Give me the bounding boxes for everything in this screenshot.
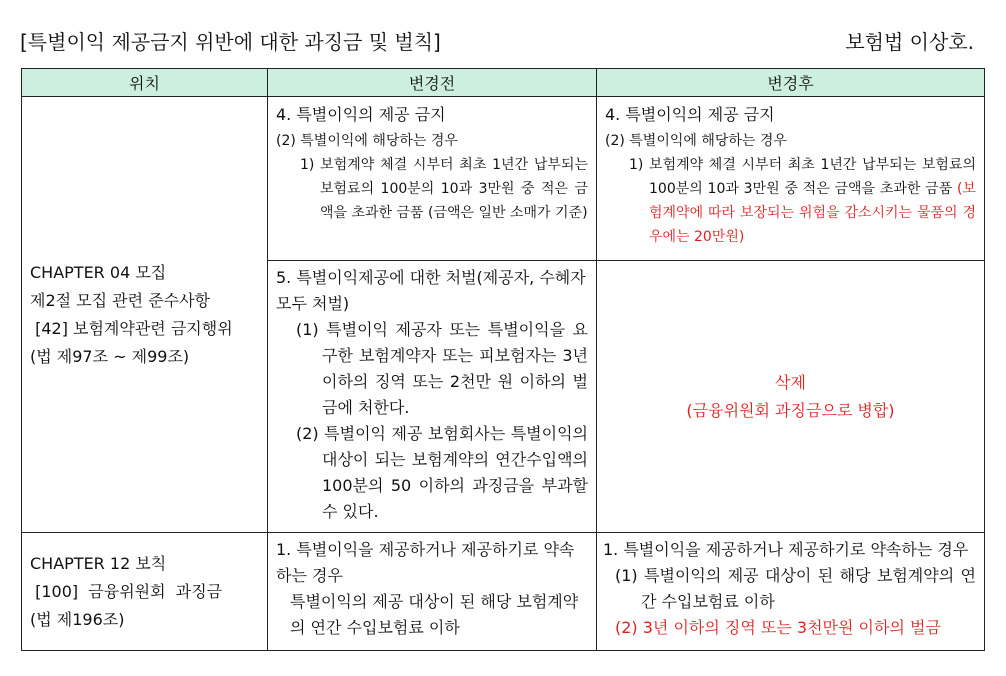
column-header-location: 위치 [22,69,268,97]
before-cell-special-benefit [268,97,597,261]
clause-text-amended: (2) 3년 이하의 징역 또는 3천만원 이하의 벌금 [615,618,941,637]
clause-text-amended: (보험계약에 따라 보장되는 위험을 감소시키는 물품의 경우에는 20만원) [649,181,976,245]
document-title: [특별이익 제공금지 위반에 대한 과징금 및 벌칙] [20,30,441,54]
author-label: 보험법 이상호. [845,30,974,54]
clause-text: (1) 특별이익 제공자 또는 특별이익을 요구한 보험계약자 또는 피보험자는 3년 이하의 징역 또는 2천만 원 이하의 벌금에 처한다. [296,320,588,417]
before-cell-penalty [268,261,597,533]
after-cell-fine [597,533,985,651]
subsection-label: (2) 특별이익에 해당하는 경우 [276,133,458,149]
comparison-table [21,68,985,651]
location-line: CHAPTER 04 모집 [30,262,167,282]
column-header-after: 변경후 [597,69,985,97]
table-row [22,533,985,651]
deleted-label: 삭제 [775,372,806,392]
section-title: 5. 특별이익제공에 대한 처벌(제공자, 수혜자 모두 처벌) [276,268,586,313]
clause-text [605,153,976,249]
clause-text: (2) 특별이익 제공 보험회사는 특별이익의 대상이 되는 보험계약의 연간수입액의 100분의 50 이하의 과징금을 부과할 수 있다. [296,424,588,521]
clause-text-black: 1) 보험계약 체결 시부터 최초 1년간 납부되는 보험료의 100분의 10과 3만원 중 적은 금액을 초과한 금품 [629,157,976,197]
location-line: [42] 보험계약관련 금지행위 [30,318,233,338]
location-line: (법 제196조) [30,609,125,629]
column-header-before: 변경전 [268,69,597,97]
clause-text: 1) 보험계약 체결 시부터 최초 1년간 납부되는 보험료의 100분의 10과 3만원 중 적은 금액을 초과한 금품 (금액은 일반 소매가 기준) [300,157,588,221]
subsection-label: (2) 특별이익에 해당하는 경우 [605,133,787,149]
before-cell-fine [268,533,597,651]
after-cell-special-benefit [597,97,985,261]
deleted-note: (금융위원회 과징금으로 병합) [686,400,895,420]
section-title: 1. 특별이익을 제공하거나 제공하기로 약속하는 경우 [276,540,575,585]
location-cell-chapter-04 [22,97,268,533]
section-title: 4. 특별이익의 제공 금지 [605,105,775,124]
section-title: 1. 특별이익을 제공하거나 제공하기로 약속하는 경우 [603,540,969,559]
location-line: [100] 금융위원회 과징금 [30,581,223,601]
table-row [22,97,985,261]
after-cell-deleted [597,261,985,533]
section-title: 4. 특별이익의 제공 금지 [276,105,446,124]
location-line: CHAPTER 12 보칙 [30,553,167,573]
table-header-row [22,69,985,97]
location-cell-chapter-12 [22,533,268,651]
location-line: 제2절 모집 관련 준수사항 [30,290,210,310]
location-line: (법 제97조 ~ 제99조) [30,346,190,366]
clause-text: (1) 특별이익의 제공 대상이 된 해당 보험계약의 연간 수입보험료 이하 [615,566,976,611]
clause-text: 특별이익의 제공 대상이 된 해당 보험계약의 연간 수입보험료 이하 [290,592,579,637]
